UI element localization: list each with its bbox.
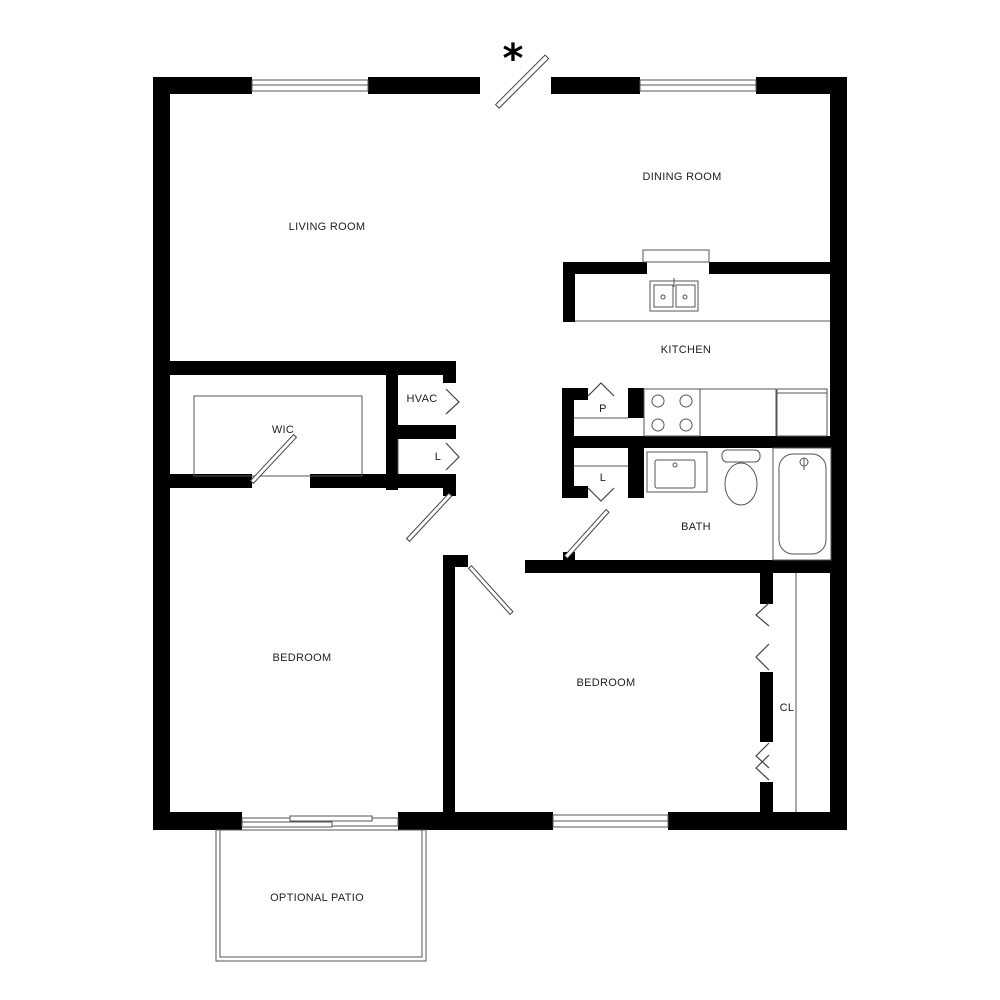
stove — [644, 389, 700, 436]
wall-kitchen-top — [563, 262, 647, 274]
refrigerator — [777, 389, 827, 436]
label-laundry-hall: L — [434, 451, 442, 463]
wall-closet-top — [760, 568, 773, 604]
entry-marker: * — [502, 36, 524, 82]
label-laundry-kitchen: L — [599, 472, 607, 484]
door-pantry — [588, 383, 614, 396]
wall-top-mid-left — [368, 77, 480, 94]
label-wic: WIC — [271, 424, 295, 436]
label-kitchen: KITCHEN — [660, 344, 712, 356]
fixtures — [194, 250, 831, 961]
wall-kitchen-top-right — [709, 262, 835, 274]
door-closet-1 — [756, 603, 769, 626]
wall-pantry-mid — [562, 436, 832, 448]
wall-hall-vertical — [443, 555, 455, 815]
interior-walls — [160, 262, 835, 816]
door-bath — [565, 510, 609, 559]
label-living-room: LIVING ROOM — [288, 221, 366, 233]
room-labels — [270, 171, 794, 904]
door-bedroom-left — [407, 493, 452, 541]
wall-bottom-left — [153, 812, 242, 830]
door-hvac — [446, 389, 459, 414]
label-dining-room: DINING ROOM — [642, 171, 722, 183]
door-linen — [446, 443, 459, 470]
door-closet-2 — [756, 644, 769, 670]
label-bedroom-right: BEDROOM — [576, 677, 636, 689]
wic-shelf — [194, 396, 362, 476]
label-hvac: HVAC — [406, 393, 438, 405]
wall-closet-bottom — [760, 782, 773, 816]
door-closet-3 — [756, 743, 769, 768]
label-bedroom-left: BEDROOM — [272, 652, 332, 664]
wall-closet-mid — [760, 672, 773, 742]
toilet-tank — [722, 450, 760, 462]
wall-bottom-right — [668, 812, 847, 830]
wall-right — [830, 77, 847, 830]
wall-wic-top — [160, 361, 456, 375]
toilet-bowl — [725, 463, 757, 505]
wall-top-mid-right — [551, 77, 640, 94]
label-patio: OPTIONAL PATIO — [270, 892, 364, 904]
wall-left — [153, 77, 170, 830]
wall-hall-stub — [443, 555, 468, 567]
wall-hvac-mid — [386, 425, 456, 439]
wall-bottom-mid — [398, 812, 553, 830]
label-closet: CL — [779, 702, 795, 714]
door-closet-4 — [756, 755, 769, 780]
label-bath: BATH — [681, 521, 711, 533]
wall-kitchen-left-stub — [563, 262, 575, 322]
wall-pantry-top-left — [562, 388, 588, 400]
door-laundry — [588, 488, 614, 501]
wall-laundry-bottom-left — [562, 486, 588, 498]
kitchen-window-box — [643, 250, 709, 262]
wall-pantry-right-top — [628, 388, 644, 418]
label-pantry: P — [599, 403, 607, 415]
door-bedroom-right — [469, 566, 513, 615]
wall-hvac-right-top — [443, 361, 456, 383]
wall-laundry-bottom-right — [628, 486, 644, 498]
